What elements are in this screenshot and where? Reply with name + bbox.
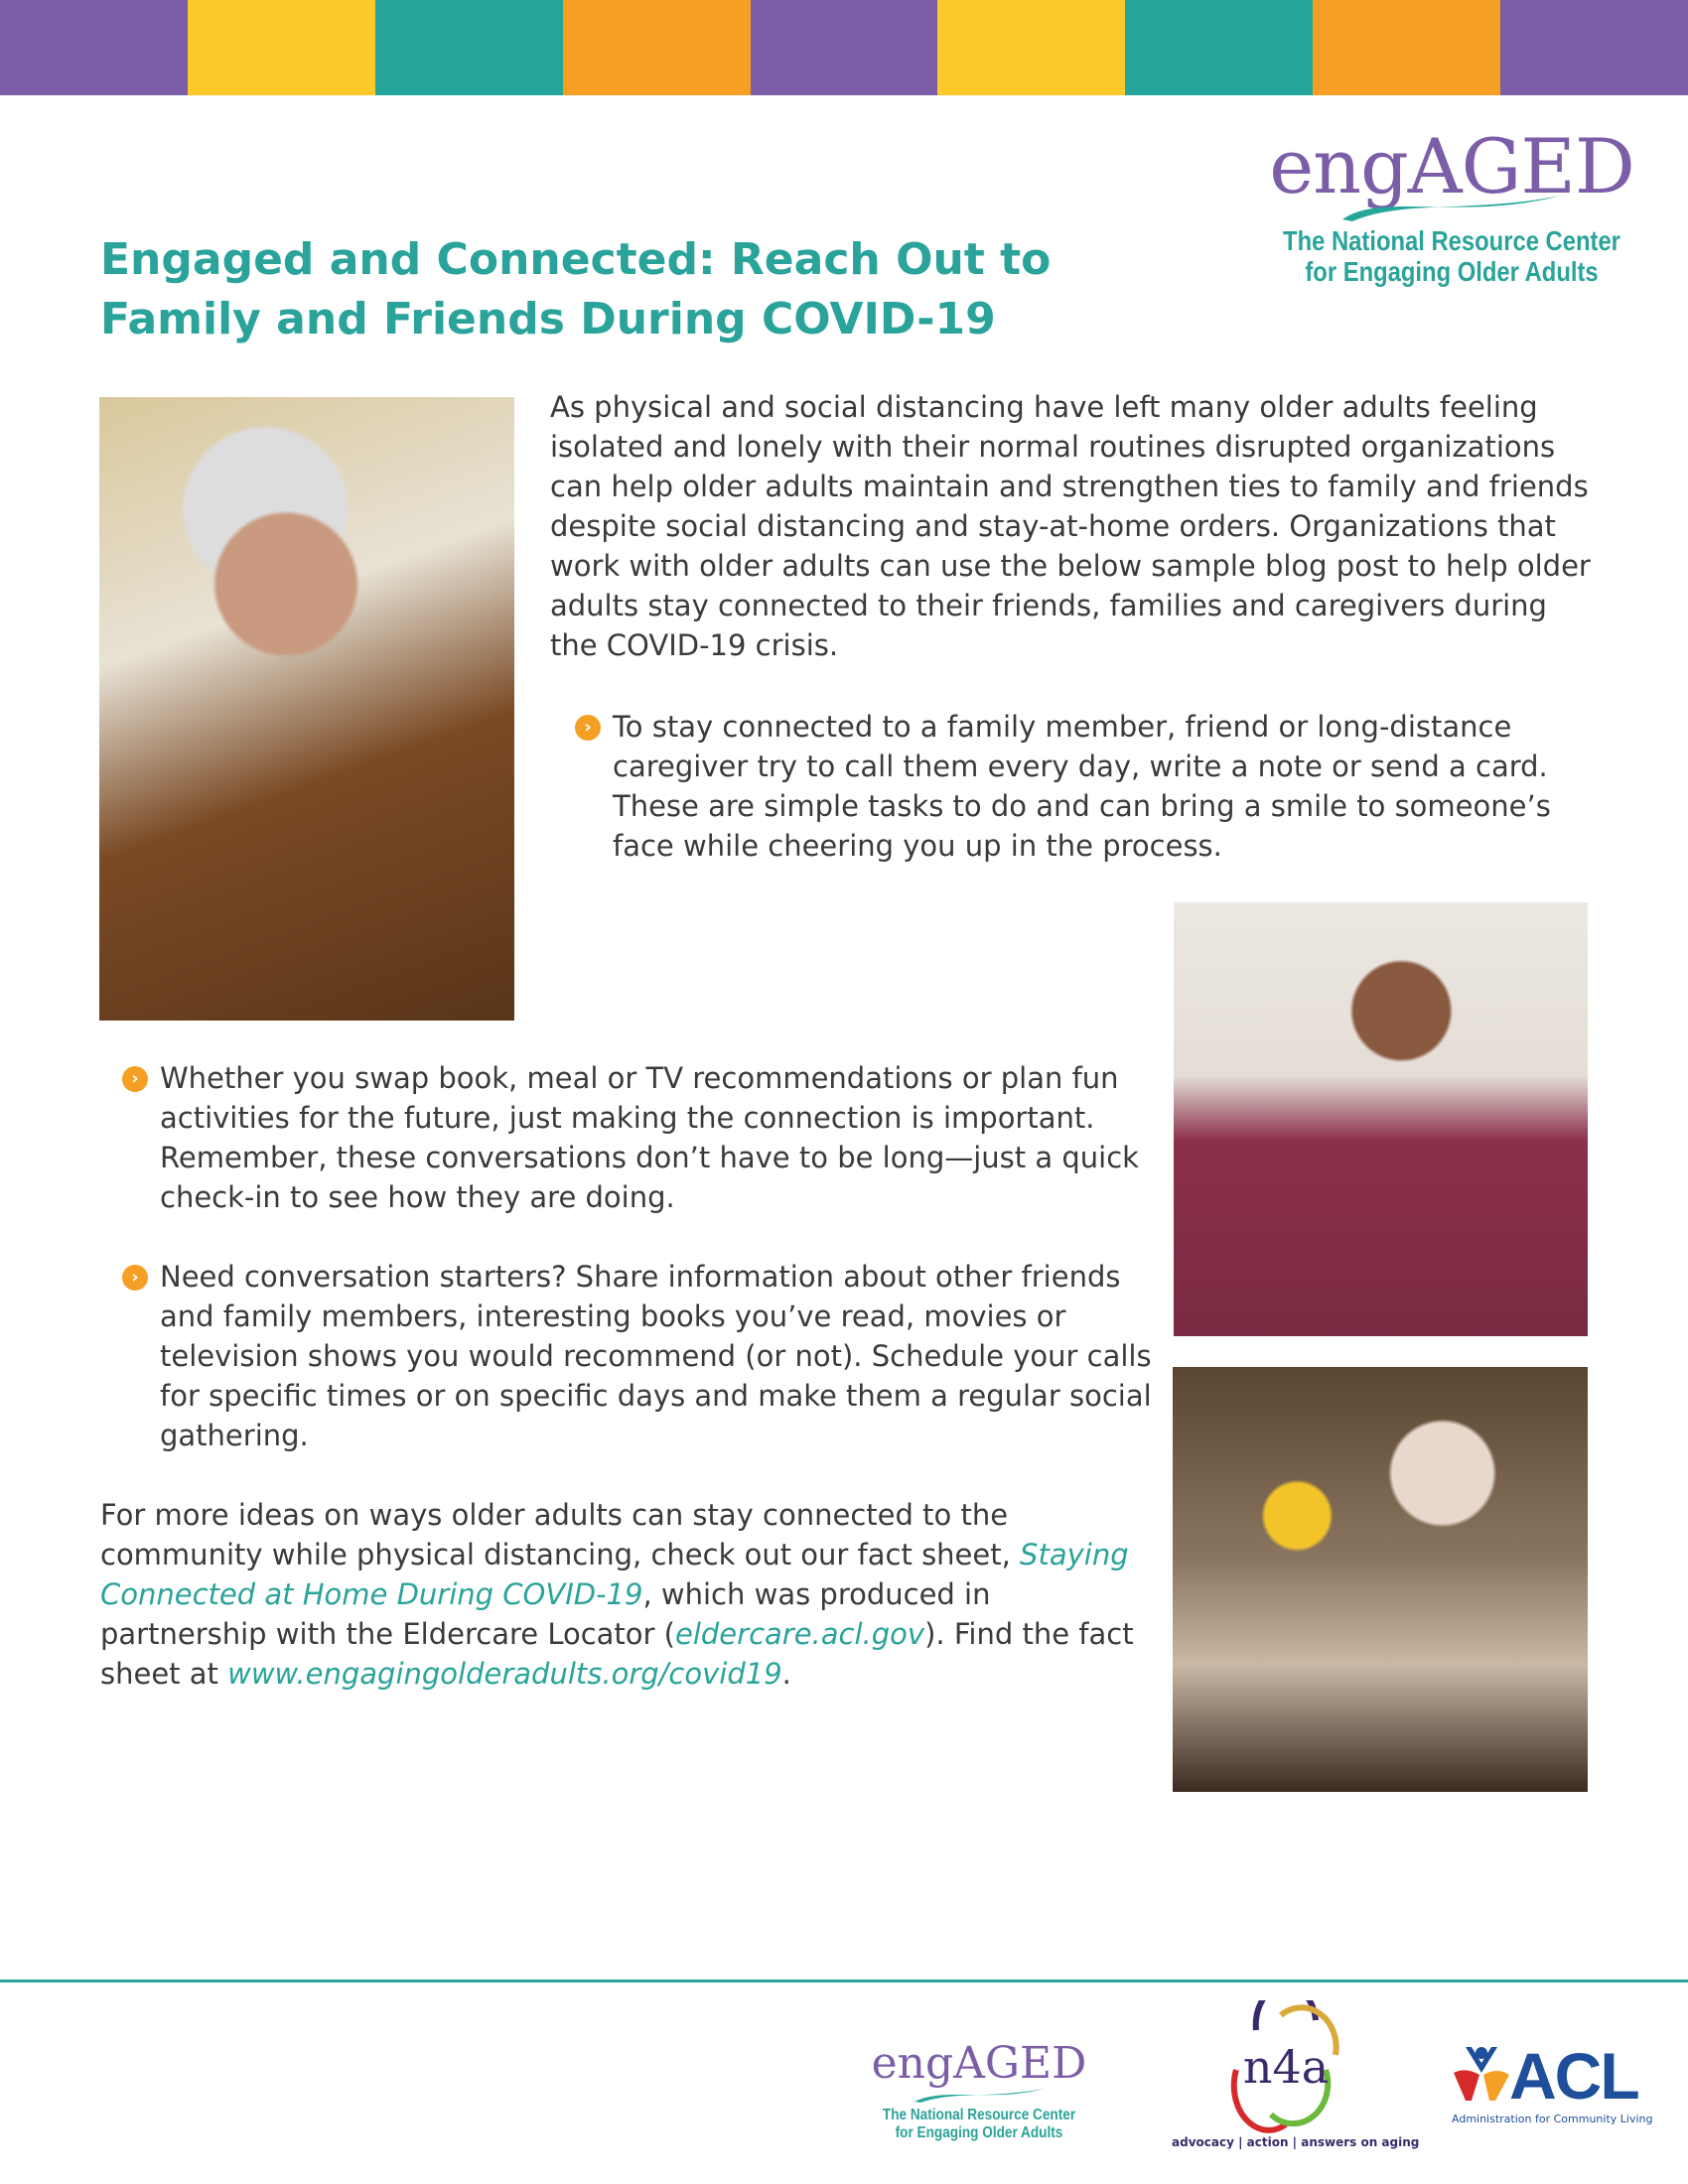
engaged-logo xyxy=(1253,122,1650,287)
chevron-right-icon: › xyxy=(122,1066,148,1092)
stripe-block xyxy=(375,0,563,95)
stripe-block xyxy=(937,0,1125,95)
logo-word: engAGED xyxy=(871,2038,1087,2089)
closing-text: , which was produced in partnership with the Eldercare Locator ( xyxy=(100,1577,991,1651)
closing-paragraph xyxy=(100,1495,1153,1694)
footer-divider xyxy=(0,1979,1688,1982)
page-title: Engaged and Connected: Reach Out to Family and Friends During COVID-19 xyxy=(100,234,1052,344)
logo-line-1: The National Resource Center xyxy=(1283,225,1620,256)
footer-engaged-logo xyxy=(860,2040,1098,2142)
stripe-block xyxy=(1500,0,1688,95)
bullet-text: To stay connected to a family member, friend or long-distance caregiver try to call them every day, write a note or send a card. These are simple tasks to do and can bring a smile to someone’s face while cheering you up in the process. xyxy=(613,710,1551,863)
closing-text: ). Find the fact sheet at xyxy=(100,1617,1134,1691)
bullet-item xyxy=(131,1058,1153,1217)
website-link[interactable]: www.engagingolderadults.org/covid19 xyxy=(227,1657,782,1691)
photo-woman-on-phone-with-card xyxy=(99,397,514,1021)
color-stripe xyxy=(0,0,1688,95)
bullet-item xyxy=(584,707,1586,866)
logo-tagline: Administration for Community Living xyxy=(1452,2113,1653,2125)
logo-swoosh-icon xyxy=(905,2087,1054,2103)
logo-tagline: advocacy | action | answers on aging xyxy=(1172,2135,1420,2149)
logo-word: engAGED xyxy=(1269,122,1634,210)
logo-line-2: for Engaging Older Adults xyxy=(895,2124,1063,2141)
logo-swoosh-icon xyxy=(1323,192,1581,221)
stripe-block xyxy=(1125,0,1313,95)
acl-people-icon xyxy=(1452,2043,1511,2103)
logo-word: ACL xyxy=(1509,2039,1638,2113)
stripe-block xyxy=(1313,0,1500,95)
bullet-text: Need conversation starters? Share information about other friends and family members, interesting books you’ve read, movies or television shows you would recommend (or not). Schedule your calls for specific times or on specific days and make them a regular social gathering. xyxy=(160,1260,1152,1452)
stripe-block xyxy=(751,0,938,95)
stripe-block xyxy=(0,0,188,95)
intro-paragraph: As physical and social distancing have left many older adults feeling isolated and lonely with their normal routines disrupted organizations can help older adults maintain and strengthen ties to family and friends despite social distancing and stay-at-home orders. Organizations that work with older adults can use the below sample blog post to help older adults stay connected to their friends, families and caregivers during the COVID-19 crisis. xyxy=(550,390,1591,662)
bullet-item xyxy=(131,1257,1153,1455)
chevron-right-icon: › xyxy=(575,715,601,741)
closing-text: For more ideas on ways older adults can stay connected to the community while physical distancing, check out our fact sheet, xyxy=(100,1498,1021,1571)
eldercare-link[interactable]: eldercare.acl.gov xyxy=(675,1617,925,1651)
closing-text: . xyxy=(781,1657,791,1691)
stripe-block xyxy=(188,0,375,95)
photo-woman-with-tablet xyxy=(1174,902,1588,1336)
photo-elderly-woman-on-phone xyxy=(1173,1367,1588,1792)
bullet-text: Whether you swap book, meal or TV recommendations or plan fun activities for the future, just making the connection is important. Remember, these conversations don’t have to be long—just a quick check-in to see how they are doing. xyxy=(160,1061,1139,1214)
logo-line-1: The National Resource Center xyxy=(882,2107,1076,2123)
footer-n4a-logo xyxy=(1172,2000,1420,2159)
logo-line-2: for Engaging Older Adults xyxy=(1305,256,1599,287)
fact-sheet-link[interactable]: Staying Connected at Home During COVID-19 xyxy=(100,1538,1129,1611)
chevron-right-icon: › xyxy=(122,1265,148,1291)
stripe-block xyxy=(563,0,751,95)
logo-word: n4a xyxy=(1242,2040,1330,2094)
